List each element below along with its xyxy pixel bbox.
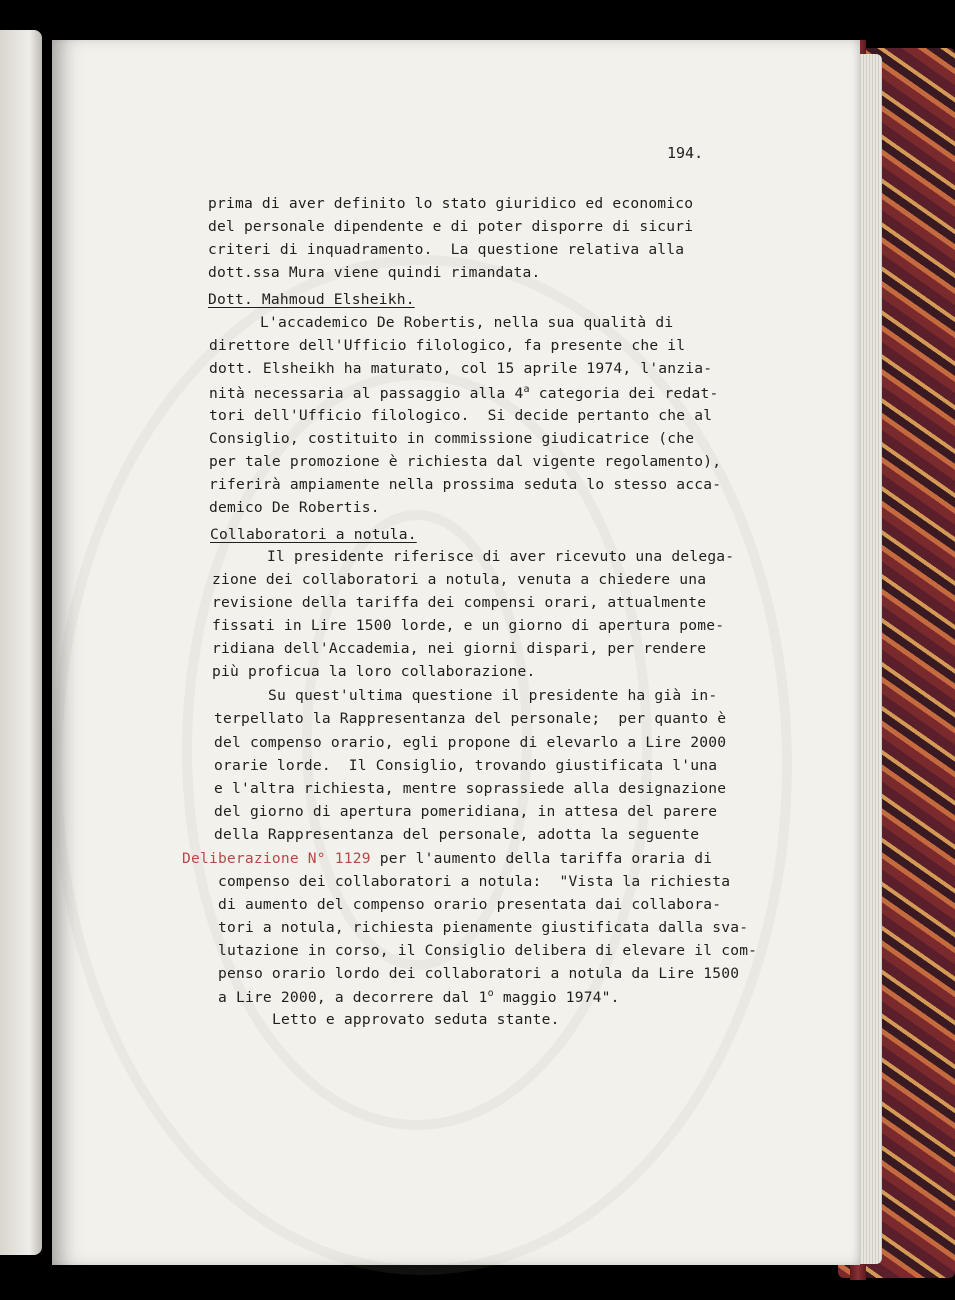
text-line: zione dei collaboratori a notula, venuta a chiedere una [212,571,707,588]
text-line: prima di aver definito lo stato giuridico ed economico [208,195,694,212]
text-line: del compenso orario, egli propone di elevarlo a Lire 2000 [214,734,727,751]
text-line: dott. Elsheikh ha maturato, col 15 aprile 1974, l'anzia- [209,360,713,377]
text-fragment: a Lire 2000, a decorrere dal 1 [218,988,488,1006]
text-line: Su quest'ultima questione il presidente ha già in- [268,687,718,704]
text-line: Il presidente riferisce di aver ricevuto una delega- [267,548,735,565]
text-line: del giorno di apertura pomeridiana, in attesa del parere [214,803,718,820]
text-line: terpellato la Rappresentanza del personale; per quanto è [214,710,727,727]
text-fragment: maggio 1974". [493,988,620,1006]
text-fragment: per l'aumento della tariffa oraria di [370,850,713,867]
text-line: tori a notula, richiesta pienamente giustificata dalla sva- [218,919,749,936]
text-line: compenso dei collaboratori a notula: "Vista la richiesta [218,873,731,890]
text-line: revisione della tariffa dei compensi orari, attualmente [212,594,707,611]
text-line: dott.ssa Mura viene quindi rimandata. [208,264,541,281]
text-line: orarie lorde. Il Consiglio, trovando giustificata l'una [214,757,718,774]
text-line: ridiana dell'Accademia, nei giorni dispari, per rendere [212,640,707,657]
superscript: o [487,988,494,999]
superscript: a [523,384,530,395]
text-fragment: nità necessaria al passaggio alla 4 [209,384,524,402]
text-line: demico De Robertis. [209,499,380,516]
text-line: più proficua la loro collaborazione. [212,663,536,680]
text-fragment: categoria dei redat- [529,384,719,402]
text-line [209,384,718,402]
text-line: per tale promozione è richiesta dal vigente regolamento), [209,453,722,470]
text-line: penso orario lordo dei collaboratori a notula da Lire 1500 [218,965,740,982]
text-line: fissati in Lire 1500 lorde, e un giorno di apertura pome- [212,617,725,634]
text-line: Consiglio, costituito in commissione giudicatrice (che [209,430,695,447]
document-page [52,40,860,1265]
closing-line: Letto e approvato seduta stante. [272,1011,560,1028]
text-line: della Rappresentanza del personale, adotta la seguente [214,826,700,843]
text-line: lutazione in corso, il Consiglio delibera di elevare il com- [218,942,758,959]
section-heading: Dott. Mahmoud Elsheikh. [208,291,415,308]
text-line [218,988,620,1006]
text-line: di aumento del compenso orario presentata dai collabora- [218,896,722,913]
text-line: L'accademico De Robertis, nella sua qualità di [260,314,674,331]
section-heading: Collaboratori a notula. [210,526,417,543]
text-line: tori dell'Ufficio filologico. Si decide pertanto che al [209,407,713,424]
text-line [182,850,712,867]
text-line: direttore dell'Ufficio filologico, fa presente che il [209,337,686,354]
page-number: 194. [667,144,704,162]
deliberation-label: Deliberazione N° 1129 [182,850,371,867]
text-line: e l'altra richiesta, mentre soprassiede alla designazione [214,780,727,797]
text-line: del personale dipendente e di poter disporre di sicuri [208,218,694,235]
text-line: riferirà ampiamente nella prossima seduta lo stesso acca- [209,476,722,493]
text-line: criteri di inquadramento. La questione relativa alla [208,241,685,258]
left-page-edge [0,30,42,1255]
